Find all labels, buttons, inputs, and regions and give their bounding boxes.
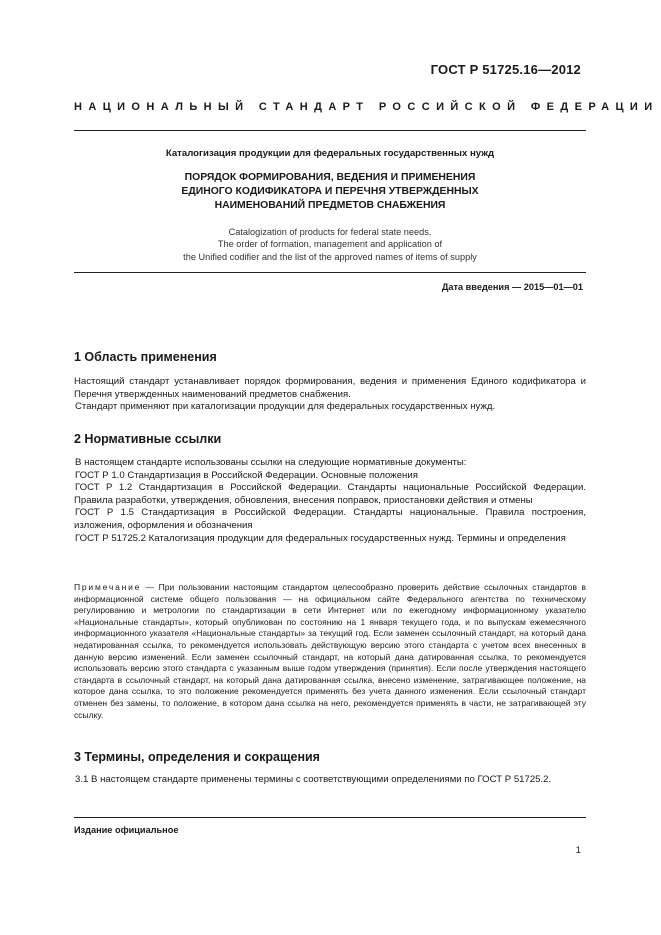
english-title-line: the Unified codifier and the list of the approved names of items of supply xyxy=(183,251,477,262)
section-2-body xyxy=(74,457,586,545)
section-1-paragraph xyxy=(74,376,586,401)
section-1-heading: 1 Область применения xyxy=(74,350,217,364)
edition-label: Издание официальное xyxy=(74,825,179,835)
english-title-line: The order of formation, management and application of xyxy=(217,239,443,250)
section-1-paragraph: Стандарт применяют при каталогизации продукции для федеральных государственных нужд. xyxy=(75,401,496,413)
main-title xyxy=(74,171,586,213)
section-1-body xyxy=(74,376,586,414)
document-code: ГОСТ Р 51725.16—2012 xyxy=(430,62,581,77)
title-divider xyxy=(74,272,586,273)
reference-item: ГОСТ Р 1.2 Стандартизация в Российской Федерации. Стандарты национальные Российской Федерации. Правила разработки, утверждения, обновления, внесения поправок, приостановки действия и отмены xyxy=(74,482,586,506)
reference-item: ГОСТ Р 1.0 Стандартизация в Российской Федерации. Основные положения xyxy=(75,469,418,481)
reference-item: ГОСТ Р 1.5 Стандартизация в Российской Федерации. Стандарты национальные. Правила построения, изложения, оформления и обозначения xyxy=(74,507,586,531)
main-title-line: НАИМЕНОВАНИЙ ПРЕДМЕТОВ СНАБЖЕНИЯ xyxy=(214,200,446,211)
section-3-body xyxy=(74,774,586,787)
english-title xyxy=(74,226,586,263)
series-title: Каталогизация продукции для федеральных государственных нужд xyxy=(165,148,495,159)
note-label: Примечание xyxy=(74,582,142,592)
section-1-text: Настоящий стандарт устанавливает порядок формирования, ведения и применения Единого кодификатора и Перечня утвержденных наименований предметов снабжения. xyxy=(74,376,586,400)
page-number: 1 xyxy=(575,845,581,856)
note-block xyxy=(74,582,586,721)
note-text: — При пользовании настоящим стандартом целесообразно проверить действие ссылочных стандартов в информационной системе общего пользования — на официальном сайте Федерального агентства по техническому регулированию и метрологии по стандартизации в сети Интернет или по ежегодному информационному указателю «Национальные стандарты», который опубликован по состоянию на 1 января текущего года, и по выпускам ежемесячного информационного указателя «Национальные стандарты» за текущий год. Если заменен ссылочный стандарт, на который дана недатированная ссылка, то рекомендуется использовать действующую версию этого стандарта с учетом всех внесенных в данную версию изменений. Если заменен ссылочный стандарт, на который дана датированная ссылка, то рекомендуется использовать версию этого стандарта с указанным выше годом утверждения (принятия). Если после утверждения настоящего стандарта в ссылочный стандарт, на который дана датированная ссылка, внесено изменение, затрагивающее положение, на которое дана ссылка, то это положение рекомендуется применять без учета данного изменения. Если ссылочный стандарт отменен без замены, то положение, в котором дана ссылка на него, рекомендуется применять в части, не затрагивающей эту ссылку. xyxy=(74,582,586,720)
top-divider xyxy=(74,130,586,131)
introduction-date: Дата введения — 2015—01—01 xyxy=(441,282,583,292)
references-intro: В настоящем стандарте использованы ссылки на следующие нормативные документы: xyxy=(75,457,467,468)
reference-item: ГОСТ Р 51725.2 Каталогизация продукции для федеральных государственных нужд. Термины и определения xyxy=(75,532,566,544)
footer-divider xyxy=(74,817,586,818)
section-3-paragraph: 3.1 В настоящем стандарте применены термины с соответствующими определениями по ГОСТ Р 51725.2. xyxy=(75,774,552,785)
main-title-line: ПОРЯДОК ФОРМИРОВАНИЯ, ВЕДЕНИЯ И ПРИМЕНЕНИЯ xyxy=(184,172,476,183)
section-2-heading: 2 Нормативные ссылки xyxy=(74,432,222,446)
main-title-line: ЕДИНОГО КОДИФИКАТОРА И ПЕРЕЧНЯ УТВЕРЖДЕННЫХ xyxy=(181,186,479,197)
section-3-heading: 3 Термины, определения и сокращения xyxy=(74,750,320,764)
national-standard-banner: НАЦИОНАЛЬНЫЙ СТАНДАРТ РОССИЙСКОЙ ФЕДЕРАЦИИ xyxy=(74,101,659,113)
english-title-line: Catalogization of products for federal state needs. xyxy=(228,227,432,237)
